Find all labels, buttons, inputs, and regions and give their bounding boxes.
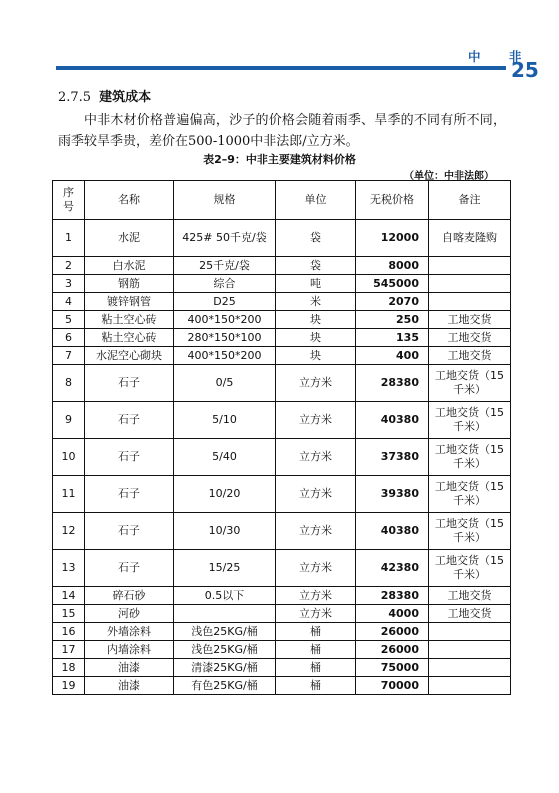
- cell-no: 18: [53, 659, 85, 677]
- cell-price: 2070: [356, 293, 429, 311]
- table-row: [53, 275, 511, 293]
- cell-note: 工地交货: [429, 347, 511, 365]
- cell-unit: 块: [276, 347, 356, 365]
- cell-unit: 立方米: [276, 605, 356, 623]
- materials-price-table: [52, 180, 511, 695]
- cell-spec: 0.5以下: [174, 587, 276, 605]
- cell-name: 河砂: [85, 605, 174, 623]
- cell-unit: 桶: [276, 659, 356, 677]
- cell-note: 工地交货（15千米）: [429, 550, 511, 587]
- cell-name: 石子: [85, 365, 174, 402]
- cell-no: 13: [53, 550, 85, 587]
- cell-no: 1: [53, 220, 85, 257]
- header-spec: 规格: [174, 181, 276, 220]
- cell-note: 工地交货: [429, 311, 511, 329]
- cell-name: 油漆: [85, 659, 174, 677]
- cell-price: 75000: [356, 659, 429, 677]
- cell-note: [429, 659, 511, 677]
- cell-no: 16: [53, 623, 85, 641]
- cell-spec: 10/30: [174, 513, 276, 550]
- cell-spec: 综合: [174, 275, 276, 293]
- table-row: [53, 641, 511, 659]
- table-row: [53, 439, 511, 476]
- cell-price: 28380: [356, 587, 429, 605]
- header-unit: 单位: [276, 181, 356, 220]
- body-paragraph: 中非木材价格普遍偏高，沙子的价格会随着雨季、旱季的不同有所不同，雨季较旱季贵，差价在500-1000中非法郎/立方米。: [58, 113, 506, 149]
- cell-note: [429, 257, 511, 275]
- cell-price: 26000: [356, 623, 429, 641]
- cell-note: [429, 677, 511, 695]
- cell-name: 石子: [85, 402, 174, 439]
- cell-no: 14: [53, 587, 85, 605]
- cell-name: 碎石砂: [85, 587, 174, 605]
- cell-price: 42380: [356, 550, 429, 587]
- cell-no: 15: [53, 605, 85, 623]
- table-row: [53, 513, 511, 550]
- cell-spec: 25千克/袋: [174, 257, 276, 275]
- cell-name: 石子: [85, 550, 174, 587]
- cell-no: 8: [53, 365, 85, 402]
- cell-name: 石子: [85, 439, 174, 476]
- cell-no: 5: [53, 311, 85, 329]
- section-number: 2.7.5: [58, 90, 92, 105]
- cell-price: 250: [356, 311, 429, 329]
- table-row: [53, 677, 511, 695]
- cell-spec: 有色25KG/桶: [174, 677, 276, 695]
- section-heading: [58, 86, 151, 105]
- cell-unit: 立方米: [276, 513, 356, 550]
- cell-spec: 0/5: [174, 365, 276, 402]
- cell-name: 粘土空心砖: [85, 329, 174, 347]
- cell-note: 工地交货: [429, 605, 511, 623]
- cell-price: 135: [356, 329, 429, 347]
- cell-no: 6: [53, 329, 85, 347]
- table-row: [53, 476, 511, 513]
- cell-spec: 400*150*200: [174, 347, 276, 365]
- table-caption: 表2–9：中非主要建筑材料价格: [203, 153, 356, 166]
- cell-name: 粘土空心砖: [85, 311, 174, 329]
- cell-spec: 425# 50千克/袋: [174, 220, 276, 257]
- table-unit-note: （单位：中非法郎）: [404, 171, 494, 182]
- cell-unit: 立方米: [276, 476, 356, 513]
- cell-price: 545000: [356, 275, 429, 293]
- cell-name: 钢筋: [85, 275, 174, 293]
- header-price: 无税价格: [356, 181, 429, 220]
- cell-note: 自喀麦隆购: [429, 220, 511, 257]
- header-rule: [56, 66, 506, 70]
- cell-name: 水泥: [85, 220, 174, 257]
- cell-price: 4000: [356, 605, 429, 623]
- cell-spec: [174, 605, 276, 623]
- cell-note: 工地交货: [429, 329, 511, 347]
- cell-price: 40380: [356, 402, 429, 439]
- cell-no: 2: [53, 257, 85, 275]
- cell-note: [429, 293, 511, 311]
- cell-unit: 立方米: [276, 365, 356, 402]
- header-name: 名称: [85, 181, 174, 220]
- cell-no: 9: [53, 402, 85, 439]
- table-row: [53, 623, 511, 641]
- cell-spec: 浅色25KG/桶: [174, 623, 276, 641]
- cell-price: 40380: [356, 513, 429, 550]
- cell-no: 19: [53, 677, 85, 695]
- cell-spec: D25: [174, 293, 276, 311]
- cell-note: 工地交货（15千米）: [429, 476, 511, 513]
- cell-price: 37380: [356, 439, 429, 476]
- section-title: 建筑成本: [99, 90, 152, 105]
- cell-spec: 400*150*200: [174, 311, 276, 329]
- cell-name: 水泥空心砌块: [85, 347, 174, 365]
- cell-unit: 立方米: [276, 587, 356, 605]
- cell-spec: 15/25: [174, 550, 276, 587]
- cell-spec: 浅色25KG/桶: [174, 641, 276, 659]
- cell-unit: 立方米: [276, 550, 356, 587]
- cell-spec: 5/40: [174, 439, 276, 476]
- header-no: 序号: [53, 181, 85, 220]
- cell-price: 400: [356, 347, 429, 365]
- cell-spec: 280*150*100: [174, 329, 276, 347]
- table-row: [53, 550, 511, 587]
- cell-unit: 块: [276, 311, 356, 329]
- cell-unit: 袋: [276, 257, 356, 275]
- cell-name: 白水泥: [85, 257, 174, 275]
- cell-note: [429, 641, 511, 659]
- table-row: [53, 402, 511, 439]
- cell-name: 石子: [85, 513, 174, 550]
- cell-unit: 桶: [276, 677, 356, 695]
- cell-no: 17: [53, 641, 85, 659]
- table-row: [53, 365, 511, 402]
- cell-note: [429, 623, 511, 641]
- table-row: [53, 329, 511, 347]
- cell-unit: 袋: [276, 220, 356, 257]
- cell-spec: 清漆25KG/桶: [174, 659, 276, 677]
- cell-price: 26000: [356, 641, 429, 659]
- cell-price: 8000: [356, 257, 429, 275]
- table-row: [53, 659, 511, 677]
- table-row: [53, 311, 511, 329]
- table-row: [53, 587, 511, 605]
- cell-unit: 米: [276, 293, 356, 311]
- cell-name: 镀锌钢管: [85, 293, 174, 311]
- table-header-row: [53, 181, 511, 220]
- table-row: [53, 293, 511, 311]
- cell-note: 工地交货（15千米）: [429, 439, 511, 476]
- cell-note: 工地交货（15千米）: [429, 402, 511, 439]
- cell-name: 外墙涂料: [85, 623, 174, 641]
- cell-no: 12: [53, 513, 85, 550]
- cell-note: 工地交货（15千米）: [429, 513, 511, 550]
- table-row: [53, 257, 511, 275]
- cell-unit: 块: [276, 329, 356, 347]
- cell-no: 10: [53, 439, 85, 476]
- cell-note: 工地交货（15千米）: [429, 365, 511, 402]
- table-row: [53, 220, 511, 257]
- cell-price: 39380: [356, 476, 429, 513]
- cell-name: 油漆: [85, 677, 174, 695]
- table-row: [53, 347, 511, 365]
- page-number: 25: [511, 58, 539, 82]
- cell-unit: 桶: [276, 641, 356, 659]
- cell-spec: 10/20: [174, 476, 276, 513]
- cell-unit: 立方米: [276, 439, 356, 476]
- cell-note: 工地交货: [429, 587, 511, 605]
- cell-price: 28380: [356, 365, 429, 402]
- table-body: [53, 220, 511, 695]
- cell-price: 70000: [356, 677, 429, 695]
- cell-note: [429, 275, 511, 293]
- cell-spec: 5/10: [174, 402, 276, 439]
- cell-name: 内墙涂料: [85, 641, 174, 659]
- cell-no: 4: [53, 293, 85, 311]
- cell-unit: 桶: [276, 623, 356, 641]
- cell-no: 7: [53, 347, 85, 365]
- cell-unit: 吨: [276, 275, 356, 293]
- header-note: 备注: [429, 181, 511, 220]
- cell-no: 11: [53, 476, 85, 513]
- cell-price: 12000: [356, 220, 429, 257]
- cell-no: 3: [53, 275, 85, 293]
- cell-name: 石子: [85, 476, 174, 513]
- cell-unit: 立方米: [276, 402, 356, 439]
- chapter-header-label: 中 非: [468, 49, 534, 64]
- table-row: [53, 605, 511, 623]
